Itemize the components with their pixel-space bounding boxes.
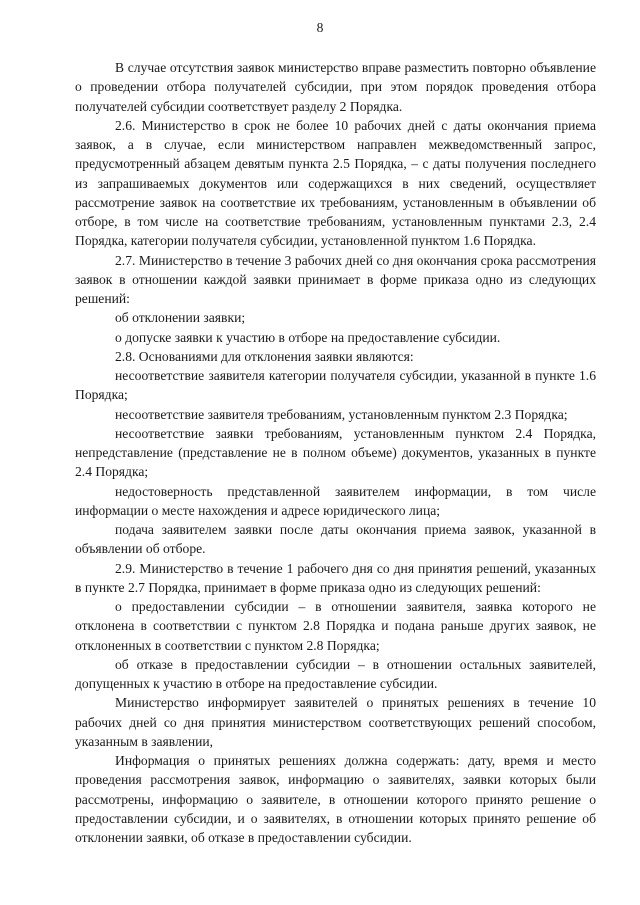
list-item-false-information: недостоверность представленной заявителем информации, в том числе информации о месте нахождения и адресе юридического лица;	[75, 483, 596, 518]
paragraph-2-9: 2.9. Министерство в течение 1 рабочего дня со дня принятия решений, указанных в пункте 2.7 Порядка, принимает в форме приказа одно из следующих решений:	[75, 560, 596, 595]
list-item-requirements-mismatch: несоответствие заявителя требованиям, установленным пунктом 2.3 Порядка;	[115, 406, 568, 422]
paragraph-inform-applicants: Министерство информирует заявителей о принятых решениях в течение 10 рабочих дней со дня принятия министерством соответствующих решений способом, указанным в заявлении,	[75, 695, 596, 749]
list-item-late-submission: подача заявителем заявки после даты окончания приема заявок, указанной в объявлении об отборе.	[75, 522, 596, 557]
paragraph-2-7: 2.7. Министерство в течение 3 рабочих дней со дня окончания срока рассмотрения заявок в отношении каждой заявки принимает в форме приказа одно из следующих решений:	[75, 252, 596, 306]
list-item-application-mismatch: несоответствие заявки требованиям, установленным пунктом 2.4 Порядка, непредставление (представление не в полном объеме) документов, указанных в пункте 2.4 Порядка;	[75, 425, 596, 480]
document-body	[75, 58, 596, 847]
list-item-reject-application: об отклонении заявки;	[115, 310, 246, 326]
list-item-admit-application: о допуске заявки к участию в отборе на предоставление субсидии.	[115, 329, 501, 345]
paragraph-decision-information: Информация о принятых решениях должна содержать: дату, время и место проведения рассмотрения заявок, информацию о заявителях, заявки которых были рассмотрены, информацию о заявителе, в отношении которого принято решение о предоставлении субсидии, и о заявителях, в отношении которых принято решение об отклонении заявки, об отказе в предоставлении субсидии.	[75, 753, 596, 845]
list-item-refuse-subsidy: об отказе в предоставлении субсидии – в отношении остальных заявителей, допущенных к участию в отборе на предоставление субсидии.	[75, 656, 596, 691]
list-item-category-mismatch: несоответствие заявителя категории получателя субсидии, указанной в пункте 1.6 Порядка;	[75, 368, 596, 403]
paragraph-repeat-announcement: В случае отсутствия заявок министерство вправе разместить повторно объявление о проведении отбора получателей субсидии, при этом порядок проведения отбора получателей субсидии соответствует разделу 2 Порядка.	[75, 60, 596, 114]
paragraph-2-8: 2.8. Основаниями для отклонения заявки являются:	[115, 348, 414, 364]
paragraph-2-6: 2.6. Министерство в срок не более 10 рабочих дней с даты окончания приема заявок, а в случае, если министерством направлен межведомственный запрос, предусмотренный абзацем девятым пункта 2.5 Порядка, – с даты получения последнего из запрашиваемых документов или содержащихся в них сведений, осуществляет рассмотрение заявок на соответствие их требованиям, установленным в объявлении об отборе, в том числе на соответствие требованиям, установленным пунктами 2.3, 2.4 Порядка, категории получателя субсидии, установленной пунктом 1.6 Порядка.	[75, 117, 596, 249]
list-item-grant-subsidy: о предоставлении субсидии – в отношении заявителя, заявка которого не отклонена в соответствии с пунктом 2.8 Порядка и подана раньше других заявок, не отклоненных в соответствии с пунктом 2.8 Порядка;	[75, 599, 596, 653]
page-number: 8	[316, 20, 324, 35]
